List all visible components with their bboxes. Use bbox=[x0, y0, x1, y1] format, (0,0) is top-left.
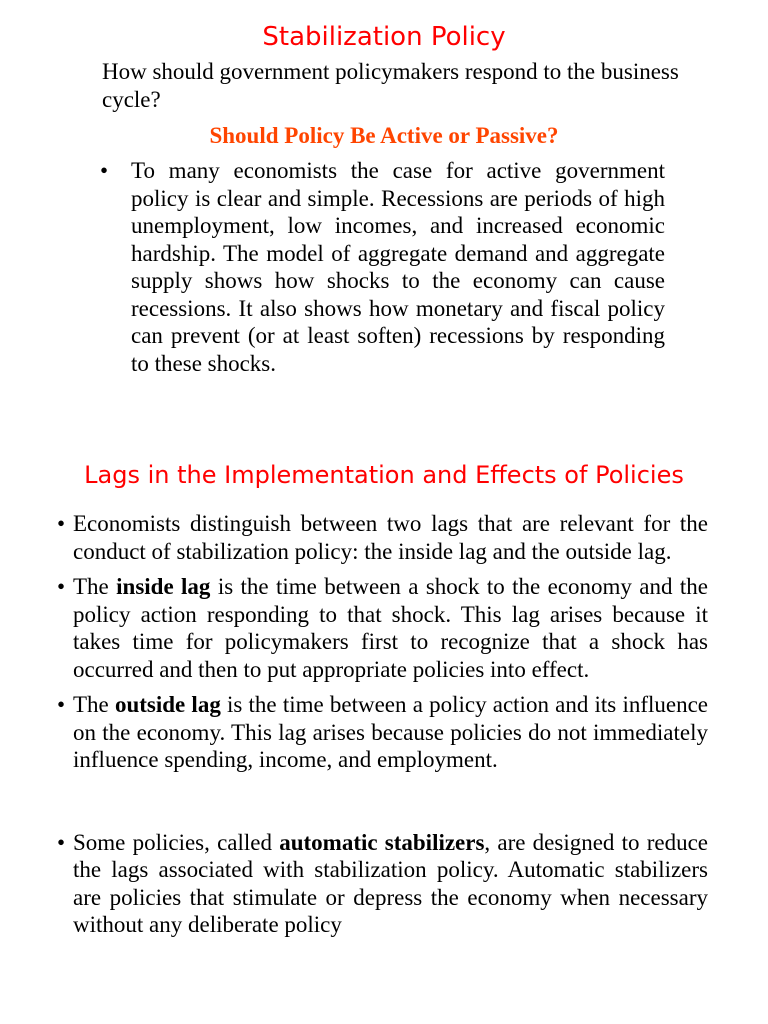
bullet-text: Economists distinguish between two lags that are relevant for the conduct of stabilization policy: the inside lag and the outside lag. bbox=[73, 511, 708, 564]
bullet-text: To many economists the case for active government policy is clear and simple. Recessions are periods of high unemployment, low incomes, and increased economic hardship. The model of aggregate demand and aggregate supply shows how shocks to the economy can cause recessions. It also shows how monetary and fiscal policy can prevent (or at least soften) recessions by responding to these shocks. bbox=[131, 158, 665, 376]
active-policy-bullet bbox=[100, 157, 665, 377]
list-item bbox=[57, 691, 708, 774]
term-automatic-stabilizers: automatic stabilizers bbox=[279, 829, 485, 855]
list-item bbox=[57, 573, 708, 683]
page-title: Stabilization Policy bbox=[262, 22, 506, 52]
bullet-marker: • bbox=[100, 158, 109, 183]
bullet-text-rest: , are designed to reduce the lags associated with stabilization policy. Automatic stabilizers are policies that stimulate or depress the economy when necessary without any deliberate policy bbox=[73, 829, 708, 937]
list-item bbox=[57, 510, 708, 565]
bullet-text-start: The bbox=[73, 574, 117, 599]
bullet-text-start: Some policies, called bbox=[73, 829, 280, 855]
bullet-marker: • bbox=[57, 829, 66, 855]
term-outside-lag: outside lag bbox=[114, 692, 221, 717]
bullet-text-rest: is the time between a shock to the economy and the policy action responding to that shock. This lag arises because it takes time for policymakers first to recognize that a shock has occurred and then to put appropriate policies into effect. bbox=[73, 574, 708, 682]
term-inside-lag: inside lag bbox=[116, 574, 211, 599]
list-item bbox=[57, 829, 708, 939]
bullet-marker: • bbox=[57, 692, 66, 717]
lags-bullet-list bbox=[57, 510, 708, 939]
section-subheading: Should Policy Be Active or Passive? bbox=[209, 123, 559, 148]
bullet-marker: • bbox=[57, 511, 66, 536]
bullet-text-rest: is the time between a policy action and its influence on the economy. This lag arises because policies do not immediately influence spending, income, and employment. bbox=[73, 692, 709, 772]
intro-question: How should government policymakers respond to the business cycle? bbox=[102, 59, 679, 112]
bullet-text-start: The bbox=[73, 692, 115, 717]
bullet-marker: • bbox=[57, 574, 66, 599]
lags-heading: Lags in the Implementation and Effects of Policies bbox=[84, 461, 684, 489]
